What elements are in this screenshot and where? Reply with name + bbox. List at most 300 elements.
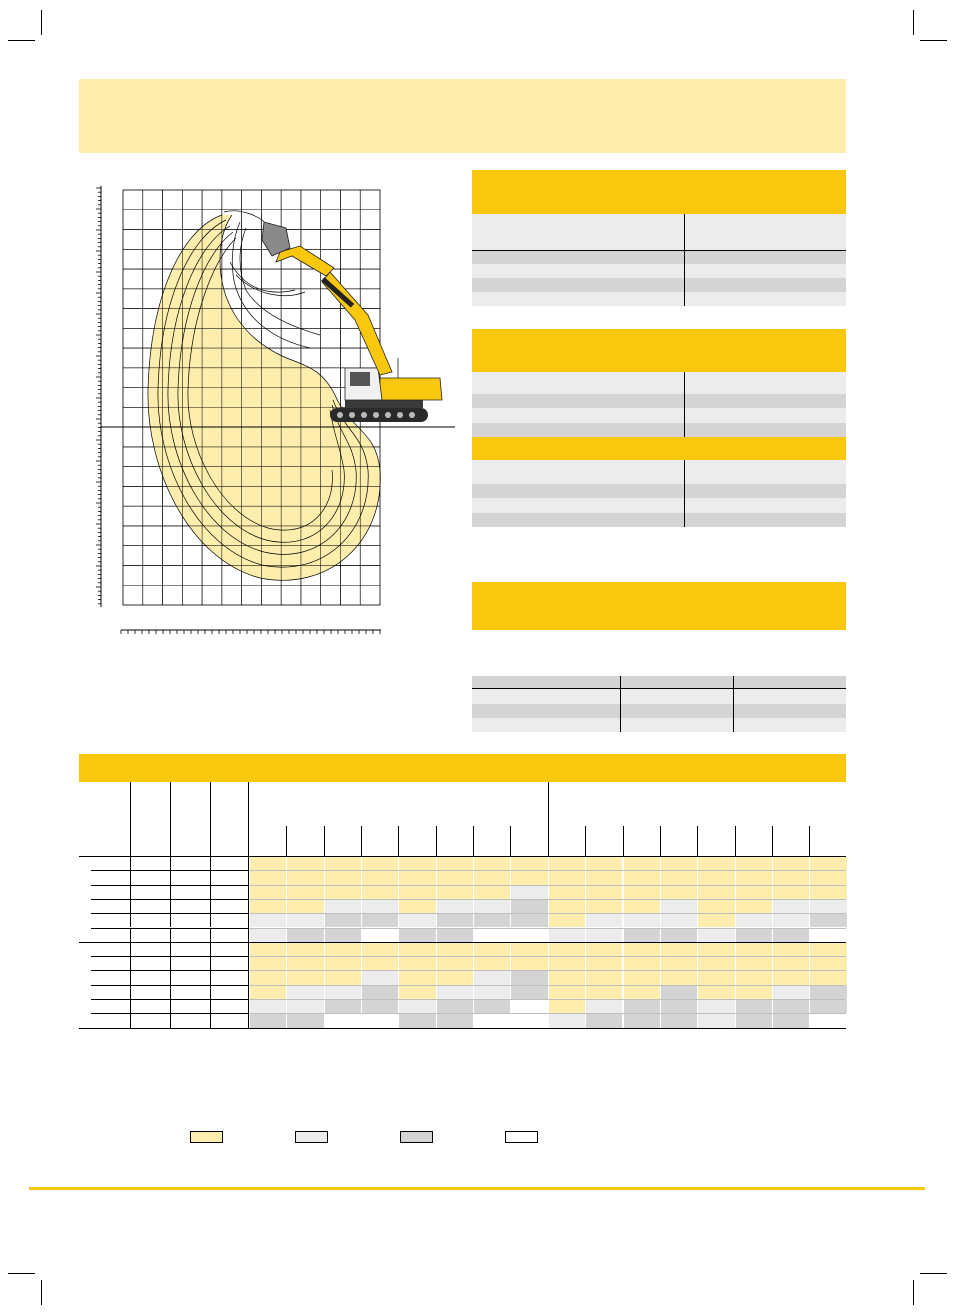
cell-rule xyxy=(249,999,846,1000)
capacity-cell xyxy=(398,899,435,913)
capacity-cell xyxy=(772,913,809,927)
capacity-cell xyxy=(249,956,286,970)
capacity-cell xyxy=(660,913,697,927)
capacity-cell xyxy=(660,999,697,1013)
capacity-cell xyxy=(809,856,846,870)
capacity-cell xyxy=(324,913,361,927)
table-row xyxy=(472,264,846,278)
capacity-cell xyxy=(286,913,323,927)
capacity-cell xyxy=(473,970,510,984)
capacity-cell xyxy=(772,899,809,913)
capacity-cell xyxy=(697,885,734,899)
capacity-cell xyxy=(361,1013,398,1027)
label-divider xyxy=(130,856,131,870)
footer-rule xyxy=(29,1187,925,1190)
capacity-cell xyxy=(286,1013,323,1027)
capacity-cell xyxy=(772,1013,809,1027)
capacity-cell xyxy=(772,928,809,942)
header-divider xyxy=(170,782,171,856)
capacity-cell xyxy=(735,942,772,956)
label-divider xyxy=(170,985,171,999)
capacity-cell xyxy=(436,942,473,956)
capacity-cell xyxy=(510,928,547,942)
capacity-cell xyxy=(585,985,622,999)
cell-rule xyxy=(249,885,846,886)
capacity-cell xyxy=(361,956,398,970)
cell-rule xyxy=(249,856,846,857)
capacity-cell xyxy=(585,942,622,956)
capacity-cell xyxy=(585,1013,622,1027)
title-band xyxy=(79,79,846,153)
capacity-cell xyxy=(249,913,286,927)
cell-rule xyxy=(249,899,846,900)
capacity-cell xyxy=(585,999,622,1013)
capacity-cell xyxy=(623,999,660,1013)
cell-rule xyxy=(249,913,846,914)
capacity-cell xyxy=(436,885,473,899)
table-row xyxy=(472,423,846,437)
table-c-divider-2 xyxy=(733,676,734,732)
crop-mark-tr-v xyxy=(913,10,914,35)
capacity-cell xyxy=(510,942,547,956)
table-b-divider-2 xyxy=(684,460,685,527)
table-row xyxy=(472,251,846,264)
capacity-cell xyxy=(510,870,547,884)
capacity-cell xyxy=(697,956,734,970)
capacity-cell xyxy=(809,1013,846,1027)
label-divider xyxy=(210,885,211,899)
legend-swatch-light xyxy=(295,1131,328,1143)
capacity-cell xyxy=(510,1013,547,1027)
capacity-cell xyxy=(398,970,435,984)
capacity-cell xyxy=(809,899,846,913)
capacity-cell xyxy=(510,999,547,1013)
capacity-cell xyxy=(286,928,323,942)
capacity-cell xyxy=(623,899,660,913)
label-divider xyxy=(130,899,131,913)
label-divider xyxy=(170,856,171,870)
capacity-cell xyxy=(361,885,398,899)
capacity-cell xyxy=(249,856,286,870)
capacity-cell xyxy=(286,956,323,970)
crop-mark-br-v xyxy=(913,1280,914,1305)
capacity-cell xyxy=(623,885,660,899)
table-b-divider xyxy=(684,372,685,437)
label-divider xyxy=(210,913,211,927)
label-divider xyxy=(210,928,211,942)
cell-rule xyxy=(249,870,846,871)
capacity-cell xyxy=(585,956,622,970)
capacity-cell xyxy=(324,956,361,970)
capacity-cell xyxy=(398,942,435,956)
capacity-cell xyxy=(249,870,286,884)
capacity-cell xyxy=(660,870,697,884)
table-row xyxy=(472,718,846,732)
label-divider xyxy=(210,942,211,956)
header-divider xyxy=(210,782,211,856)
header-divider xyxy=(130,782,131,856)
capacity-cell xyxy=(660,856,697,870)
crop-mark-tr-h xyxy=(920,40,947,41)
capacity-cell xyxy=(623,1013,660,1027)
capacity-cell xyxy=(510,885,547,899)
capacity-cell xyxy=(548,913,585,927)
table-row xyxy=(472,460,846,484)
x-scale-ticks xyxy=(121,630,380,634)
capacity-cell xyxy=(398,913,435,927)
capacity-cell xyxy=(548,942,585,956)
row-rule xyxy=(79,856,249,857)
table-bottom-rule xyxy=(79,1028,846,1029)
capacity-cell xyxy=(548,956,585,970)
capacity-cell xyxy=(473,870,510,884)
capacity-cell xyxy=(735,928,772,942)
capacity-cell xyxy=(473,899,510,913)
capacity-cell xyxy=(697,970,734,984)
label-divider xyxy=(170,899,171,913)
capacity-cell xyxy=(286,856,323,870)
capacity-cell xyxy=(623,928,660,942)
capacity-cell xyxy=(735,970,772,984)
subcol-divider xyxy=(361,826,362,856)
cell-rule xyxy=(249,1013,846,1014)
capacity-cell xyxy=(436,970,473,984)
subcol-divider xyxy=(324,826,325,856)
capacity-cell xyxy=(548,885,585,899)
label-divider xyxy=(210,999,211,1013)
capacity-cell xyxy=(697,1013,734,1027)
capacity-cell xyxy=(249,885,286,899)
capacity-cell xyxy=(436,870,473,884)
capacity-cell xyxy=(772,942,809,956)
capacity-cell xyxy=(398,1013,435,1027)
capacity-cell xyxy=(324,999,361,1013)
capacity-cell xyxy=(398,956,435,970)
capacity-cell xyxy=(324,970,361,984)
label-divider xyxy=(130,942,131,956)
capacity-cell xyxy=(361,985,398,999)
data-left-border xyxy=(248,856,249,1028)
subcol-divider xyxy=(286,826,287,856)
label-divider xyxy=(130,985,131,999)
capacity-cell xyxy=(510,956,547,970)
label-divider xyxy=(170,956,171,970)
capacity-cell xyxy=(286,885,323,899)
capacity-cell xyxy=(735,913,772,927)
capacity-cell xyxy=(473,999,510,1013)
capacity-cell xyxy=(324,1013,361,1027)
capacity-cell xyxy=(436,899,473,913)
label-divider xyxy=(130,885,131,899)
subcol-divider xyxy=(585,826,586,856)
capacity-cell xyxy=(436,956,473,970)
capacity-cell xyxy=(548,1013,585,1027)
table-row xyxy=(472,484,846,498)
label-divider xyxy=(130,913,131,927)
table-row xyxy=(472,676,846,688)
capacity-cell xyxy=(548,985,585,999)
capacity-cell xyxy=(436,999,473,1013)
capacity-cell xyxy=(809,913,846,927)
group-divider xyxy=(548,782,549,856)
legend-swatch-white xyxy=(505,1131,538,1143)
capacity-cell xyxy=(473,956,510,970)
subcol-divider xyxy=(660,826,661,856)
capacity-cell xyxy=(809,985,846,999)
capacity-cell xyxy=(548,870,585,884)
capacity-cell xyxy=(398,928,435,942)
capacity-cell xyxy=(697,985,734,999)
crop-mark-br-h xyxy=(920,1273,947,1274)
capacity-cell xyxy=(772,999,809,1013)
table-row xyxy=(472,372,846,394)
capacity-cell xyxy=(623,956,660,970)
label-divider xyxy=(170,885,171,899)
table-row xyxy=(472,513,846,527)
capacity-cell xyxy=(361,942,398,956)
label-divider xyxy=(210,1013,211,1027)
capacity-cell xyxy=(585,870,622,884)
table-c-divider xyxy=(620,676,621,732)
table-row xyxy=(472,498,846,513)
capacity-cell xyxy=(735,856,772,870)
capacity-cell xyxy=(249,985,286,999)
capacity-cell xyxy=(548,970,585,984)
label-divider xyxy=(170,999,171,1013)
capacity-cell xyxy=(324,856,361,870)
capacity-cell xyxy=(585,913,622,927)
crop-mark-bl-v xyxy=(41,1280,42,1305)
capacity-cell xyxy=(361,870,398,884)
row-rule xyxy=(79,942,249,943)
capacity-cell xyxy=(324,885,361,899)
capacity-cell xyxy=(660,970,697,984)
capacity-cell xyxy=(660,1013,697,1027)
capacity-cell xyxy=(809,970,846,984)
legend-swatch-yellow xyxy=(190,1131,223,1143)
table-a-header xyxy=(472,170,846,214)
capacity-cell xyxy=(548,899,585,913)
capacity-cell xyxy=(249,970,286,984)
y-scale-ticks xyxy=(96,188,101,604)
capacity-cell xyxy=(361,913,398,927)
capacity-cell xyxy=(809,885,846,899)
label-divider xyxy=(210,870,211,884)
capacity-cell xyxy=(436,1013,473,1027)
capacity-cell xyxy=(697,942,734,956)
capacity-cell xyxy=(286,870,323,884)
table-row xyxy=(472,292,846,306)
capacity-cell xyxy=(585,970,622,984)
capacity-cell xyxy=(473,1013,510,1027)
subcol-divider xyxy=(735,826,736,856)
capacity-cell xyxy=(809,956,846,970)
capacity-cell xyxy=(324,899,361,913)
capacity-cell xyxy=(473,856,510,870)
capacity-cell xyxy=(623,913,660,927)
capacity-cell xyxy=(361,899,398,913)
crop-mark-tl-v xyxy=(41,10,42,35)
label-divider xyxy=(130,870,131,884)
capacity-cell xyxy=(660,885,697,899)
table-b-subheader xyxy=(472,437,846,460)
capacity-cell xyxy=(436,928,473,942)
capacity-cell xyxy=(249,899,286,913)
capacity-cell xyxy=(772,956,809,970)
capacity-cell xyxy=(735,956,772,970)
label-divider xyxy=(130,928,131,942)
capacity-cell xyxy=(697,999,734,1013)
table-row xyxy=(472,689,846,704)
label-divider xyxy=(170,928,171,942)
subcol-divider xyxy=(398,826,399,856)
capacity-cell xyxy=(697,928,734,942)
capacity-cell xyxy=(510,913,547,927)
capacity-cell xyxy=(361,928,398,942)
table-row xyxy=(472,704,846,718)
label-divider xyxy=(130,970,131,984)
capacity-cell xyxy=(398,856,435,870)
table-row xyxy=(472,408,846,423)
lift-capacity-table xyxy=(79,782,846,1030)
capacity-cell xyxy=(249,999,286,1013)
capacity-cell xyxy=(510,899,547,913)
capacity-cell xyxy=(623,970,660,984)
capacity-cell xyxy=(585,928,622,942)
capacity-cell xyxy=(660,899,697,913)
capacity-cell xyxy=(660,956,697,970)
capacity-cell xyxy=(809,999,846,1013)
legend-swatch-mid xyxy=(400,1131,433,1143)
capacity-cell xyxy=(623,985,660,999)
capacity-cell xyxy=(548,928,585,942)
label-divider xyxy=(170,870,171,884)
capacity-cell xyxy=(697,856,734,870)
label-divider xyxy=(170,970,171,984)
capacity-cell xyxy=(473,885,510,899)
capacity-cell xyxy=(585,885,622,899)
cell-rule xyxy=(249,928,846,929)
capacity-cell xyxy=(361,970,398,984)
capacity-cell xyxy=(809,870,846,884)
capacity-cell xyxy=(286,899,323,913)
capacity-cell xyxy=(623,856,660,870)
subcol-divider xyxy=(809,826,810,856)
label-divider xyxy=(170,942,171,956)
label-divider xyxy=(210,956,211,970)
capacity-cell xyxy=(772,870,809,884)
capacity-cell xyxy=(585,899,622,913)
table-b-header xyxy=(472,329,846,372)
subcol-divider xyxy=(436,826,437,856)
label-divider xyxy=(210,856,211,870)
capacity-cell xyxy=(473,928,510,942)
capacity-cell xyxy=(286,970,323,984)
subcol-divider xyxy=(697,826,698,856)
label-divider xyxy=(130,956,131,970)
capacity-cell xyxy=(286,999,323,1013)
capacity-cell xyxy=(398,985,435,999)
table-a-divider xyxy=(684,214,685,306)
capacity-cell xyxy=(772,985,809,999)
subcol-divider xyxy=(473,826,474,856)
lift-table-header xyxy=(79,754,846,782)
capacity-cell xyxy=(324,928,361,942)
capacity-cell xyxy=(398,870,435,884)
cell-rule xyxy=(249,985,846,986)
capacity-cell xyxy=(361,856,398,870)
cell-rule xyxy=(249,956,846,957)
capacity-cell xyxy=(660,985,697,999)
capacity-cell xyxy=(735,985,772,999)
capacity-cell xyxy=(436,856,473,870)
subcol-divider xyxy=(510,826,511,856)
capacity-cell xyxy=(697,913,734,927)
cell-rule xyxy=(249,970,846,971)
capacity-cell xyxy=(735,885,772,899)
table-row xyxy=(472,394,846,408)
capacity-cell xyxy=(548,999,585,1013)
table-c-header xyxy=(472,582,846,630)
crop-mark-bl-h xyxy=(8,1273,35,1274)
capacity-cell xyxy=(735,1013,772,1027)
capacity-cell xyxy=(772,856,809,870)
capacity-cell xyxy=(324,985,361,999)
capacity-cell xyxy=(585,856,622,870)
capacity-cell xyxy=(772,970,809,984)
label-divider xyxy=(210,970,211,984)
capacity-cell xyxy=(735,870,772,884)
capacity-cell xyxy=(473,985,510,999)
capacity-cell xyxy=(510,970,547,984)
capacity-cell xyxy=(510,985,547,999)
capacity-cell xyxy=(772,885,809,899)
capacity-cell xyxy=(249,928,286,942)
label-divider xyxy=(210,985,211,999)
table-row xyxy=(472,278,846,292)
capacity-cell xyxy=(660,928,697,942)
subcol-divider xyxy=(772,826,773,856)
table-a-head-row xyxy=(472,214,846,250)
label-divider xyxy=(130,999,131,1013)
capacity-cell xyxy=(660,942,697,956)
digging-envelope-diagram xyxy=(90,180,460,640)
subcol-divider xyxy=(623,826,624,856)
capacity-cell xyxy=(324,942,361,956)
header-divider xyxy=(248,782,249,856)
capacity-cell xyxy=(473,913,510,927)
capacity-cell xyxy=(398,999,435,1013)
capacity-cell xyxy=(510,856,547,870)
capacity-cell xyxy=(249,1013,286,1027)
label-divider xyxy=(130,1013,131,1027)
capacity-cell xyxy=(735,899,772,913)
capacity-cell xyxy=(398,885,435,899)
capacity-cell xyxy=(623,870,660,884)
crop-mark-tl-h xyxy=(8,40,35,41)
cell-rule xyxy=(249,942,846,943)
capacity-cell xyxy=(809,942,846,956)
capacity-cell xyxy=(548,856,585,870)
capacity-cell xyxy=(324,870,361,884)
capacity-cell xyxy=(809,928,846,942)
capacity-cell xyxy=(735,999,772,1013)
capacity-cell xyxy=(697,870,734,884)
capacity-cell xyxy=(473,942,510,956)
capacity-cell xyxy=(436,985,473,999)
capacity-cell xyxy=(249,942,286,956)
label-divider xyxy=(210,899,211,913)
